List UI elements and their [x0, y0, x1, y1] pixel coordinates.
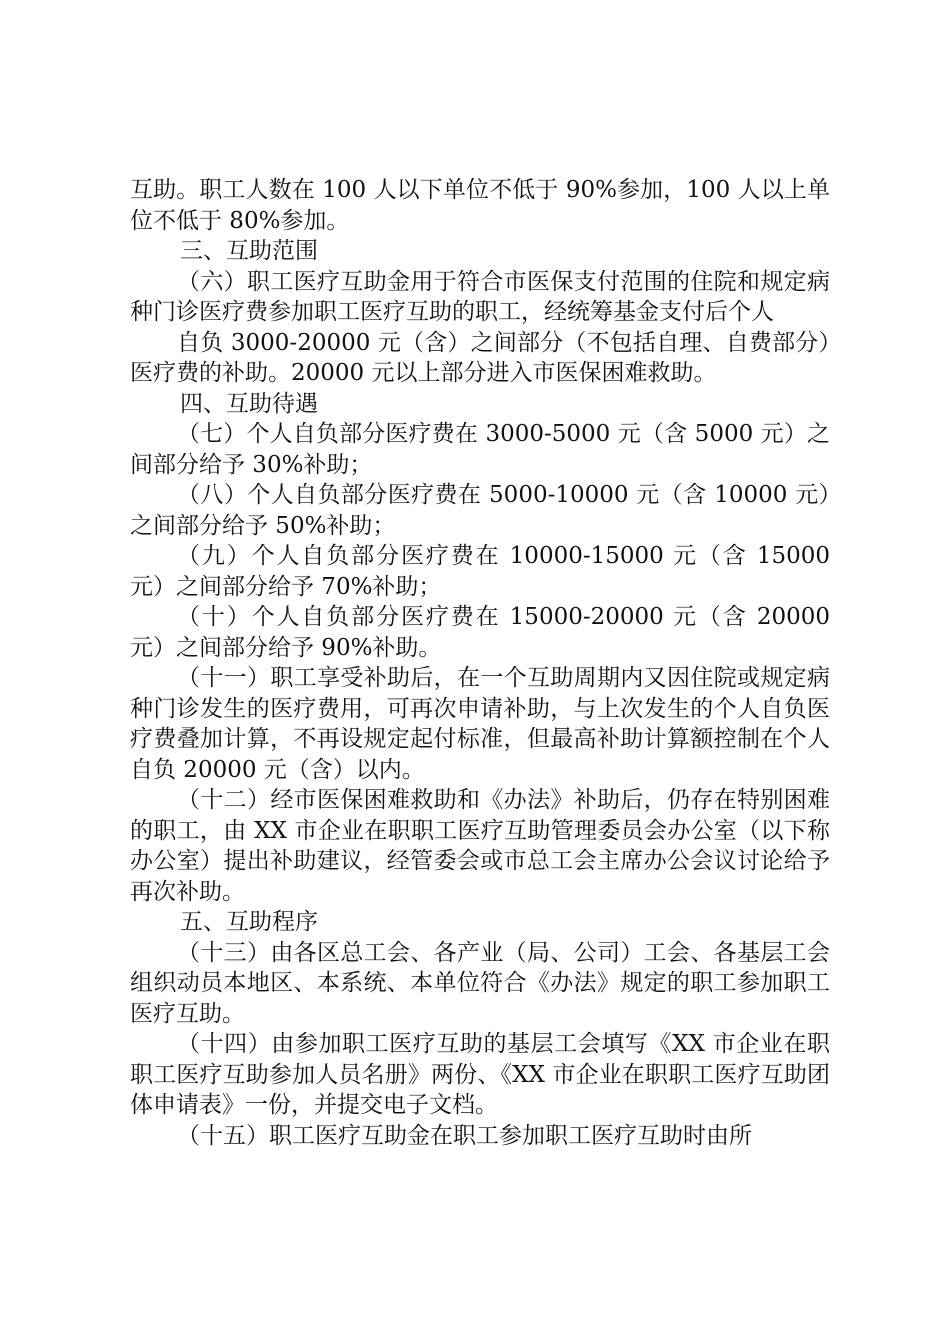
paragraph: （九）个人自负部分医疗费在 10000-15000 元（含 15000 元）之间部分给予 70%补助； — [130, 543, 830, 600]
section-heading: 三、互助范围 — [180, 238, 318, 264]
paragraph: （十四）由参加职工医疗互助的基层工会填写《XX 市企业在职职工医疗互助参加人员名册》两份、《XX 市企业在职职工医疗互助团体申请表》一份，并提交电子文档。 — [130, 1031, 830, 1118]
paragraph: （十）个人自负部分医疗费在 15000-20000 元（含 20000 元）之间部分给予 90%补助。 — [130, 604, 830, 661]
paragraph: （十五）职工医疗互助金在职工参加职工医疗互助时由所 — [177, 1122, 752, 1149]
paragraph: （十一）职工享受补助后，在一个互助周期内又因住院或规定病种门诊发生的医疗费用，可再次申请补助，与上次发生的个人自负医疗费叠加计算，不再设规定起付标准，但最高补助计算额控制在个人自负 20000 元（含）以内。 — [130, 665, 830, 783]
paragraph: （七）个人自负部分医疗费在 3000-5000 元（含 5000 元）之间部分给予 30%补助； — [130, 421, 830, 478]
paragraph: （十二）经市医保困难救助和《办法》补助后，仍存在特别困难的职工，由 XX 市企业在职职工医疗互助管理委员会办公室（以下称办公室）提出补助建议，经管委会或市总工会主席办公会议讨论给予再次补助。 — [130, 787, 830, 905]
paragraph: （六）职工医疗互助金用于符合市医保支付范围的住院和规定病种门诊医疗费参加职工医疗互助的职工，经统筹基金支付后个人 — [130, 268, 830, 325]
paragraph: （八）个人自负部分医疗费在 5000-10000 元（含 10000 元）之间部分给予 50%补助； — [130, 482, 830, 539]
section-heading: 五、互助程序 — [180, 909, 318, 935]
document-page — [130, 175, 830, 1151]
paragraph: 互助。职工人数在 100 人以下单位不低于 90%参加，100 人以上单位不低于 80%参加。 — [130, 177, 830, 234]
section-heading: 四、互助待遇 — [180, 390, 318, 417]
paragraph: （十三）由各区总工会、各产业（局、公司）工会、各基层工会组织动员本地区、本系统、本单位符合《办法》规定的职工参加职工医疗互助。 — [130, 939, 830, 1027]
paragraph: 自负 3000-20000 元（含）之间部分（不包括自理、自费部分）医疗费的补助。20000 元以上部分进入市医保困难救助。 — [130, 329, 830, 386]
